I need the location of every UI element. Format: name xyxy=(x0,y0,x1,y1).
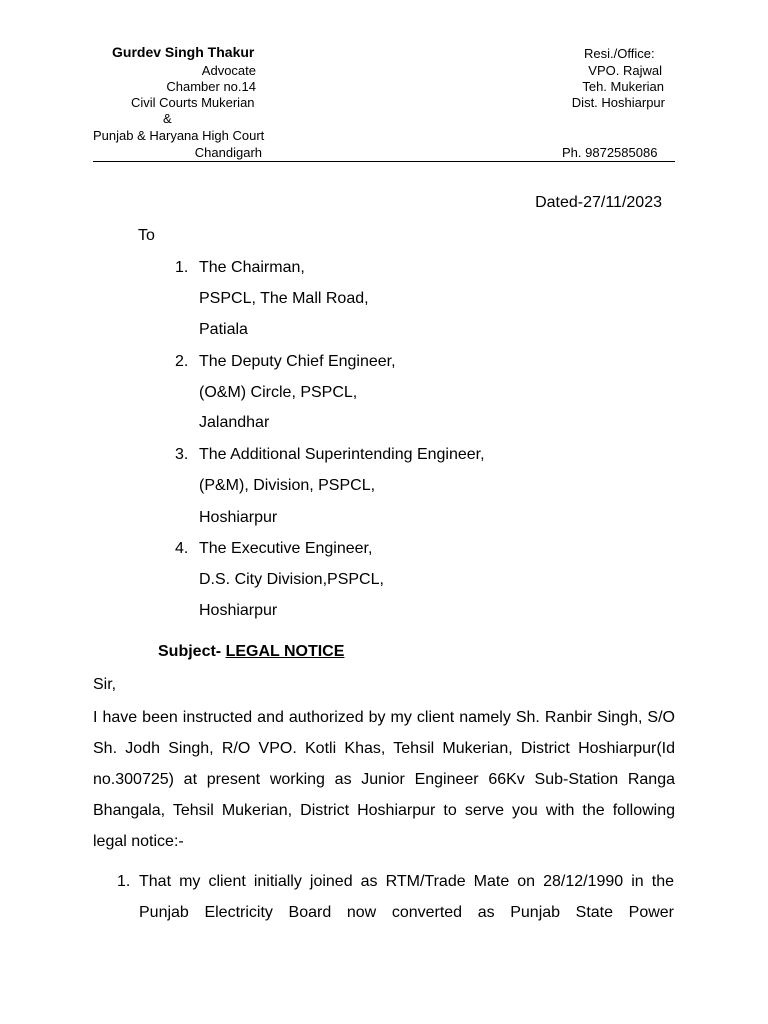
court-civil: Civil Courts Mukerian xyxy=(131,95,255,110)
recipient-line: D.S. City Division,PSPCL, xyxy=(199,571,384,588)
subject-label: Subject- xyxy=(158,643,222,660)
point-number: 1. xyxy=(117,873,131,890)
recipient-line: Patiala xyxy=(199,321,248,338)
recipient-line: (P&M), Division, PSPCL, xyxy=(199,477,376,494)
recipient-line: Hoshiarpur xyxy=(199,509,278,526)
recipient-number: 3. xyxy=(175,446,189,463)
salutation: Sir, xyxy=(93,676,117,693)
recipient-line: The Deputy Chief Engineer, xyxy=(199,353,396,370)
recipient-line: Hoshiarpur xyxy=(199,602,278,619)
residence-district: Dist. Hoshiarpur xyxy=(571,95,665,110)
recipient-line: Jalandhar xyxy=(199,414,270,431)
recipient-line: The Additional Superintending Engineer, xyxy=(199,446,485,463)
recipient-line: The Executive Engineer, xyxy=(199,540,373,557)
court-city: Chandigarh xyxy=(194,145,262,160)
residence-tehsil: Teh. Mukerian xyxy=(582,79,664,94)
court-high: Punjab & Haryana High Court xyxy=(93,128,265,143)
letter-date: Dated-27/11/2023 xyxy=(535,194,662,211)
recipient-line: The Chairman, xyxy=(199,259,305,276)
recipient-number: 4. xyxy=(175,540,189,557)
chamber-number: Chamber no.14 xyxy=(166,79,256,94)
header-divider xyxy=(93,161,675,162)
recipient-line: PSPCL, The Mall Road, xyxy=(199,290,369,307)
to-label: To xyxy=(138,227,155,244)
phone-number: Ph. 9872585086 xyxy=(562,145,658,160)
advocate-name: Gurdev Singh Thakur xyxy=(112,44,255,60)
residence-vpo: VPO. Rajwal xyxy=(588,63,662,78)
recipient-number: 1. xyxy=(175,259,189,276)
subject-value: LEGAL NOTICE xyxy=(225,643,345,660)
header-ampersand: & xyxy=(163,111,172,126)
recipient-number: 2. xyxy=(175,353,189,370)
subject-line xyxy=(158,643,344,661)
recipient-line: (O&M) Circle, PSPCL, xyxy=(199,384,358,401)
residence-label: Resi./Office: xyxy=(584,46,655,61)
advocate-title: Advocate xyxy=(201,63,256,78)
intro-paragraph: I have been instructed and authorized by my client namely Sh. Ranbir Singh, S/O Sh. Jodh Singh, R/O VPO. Kotli Khas, Tehsil Mukerian, District Hoshiarpur(Id no.300725) at present working as Junior Engineer 66Kv Sub-Station Ranga Bhangala, Tehsil Mukerian, District Hoshiarpur to serve you with the following legal notice:- xyxy=(93,709,675,850)
point-text: That my client initially joined as RTM/Trade Mate on 28/12/1990 in the Punjab Electricity Board now converted as Punjab State Power xyxy=(139,873,674,921)
